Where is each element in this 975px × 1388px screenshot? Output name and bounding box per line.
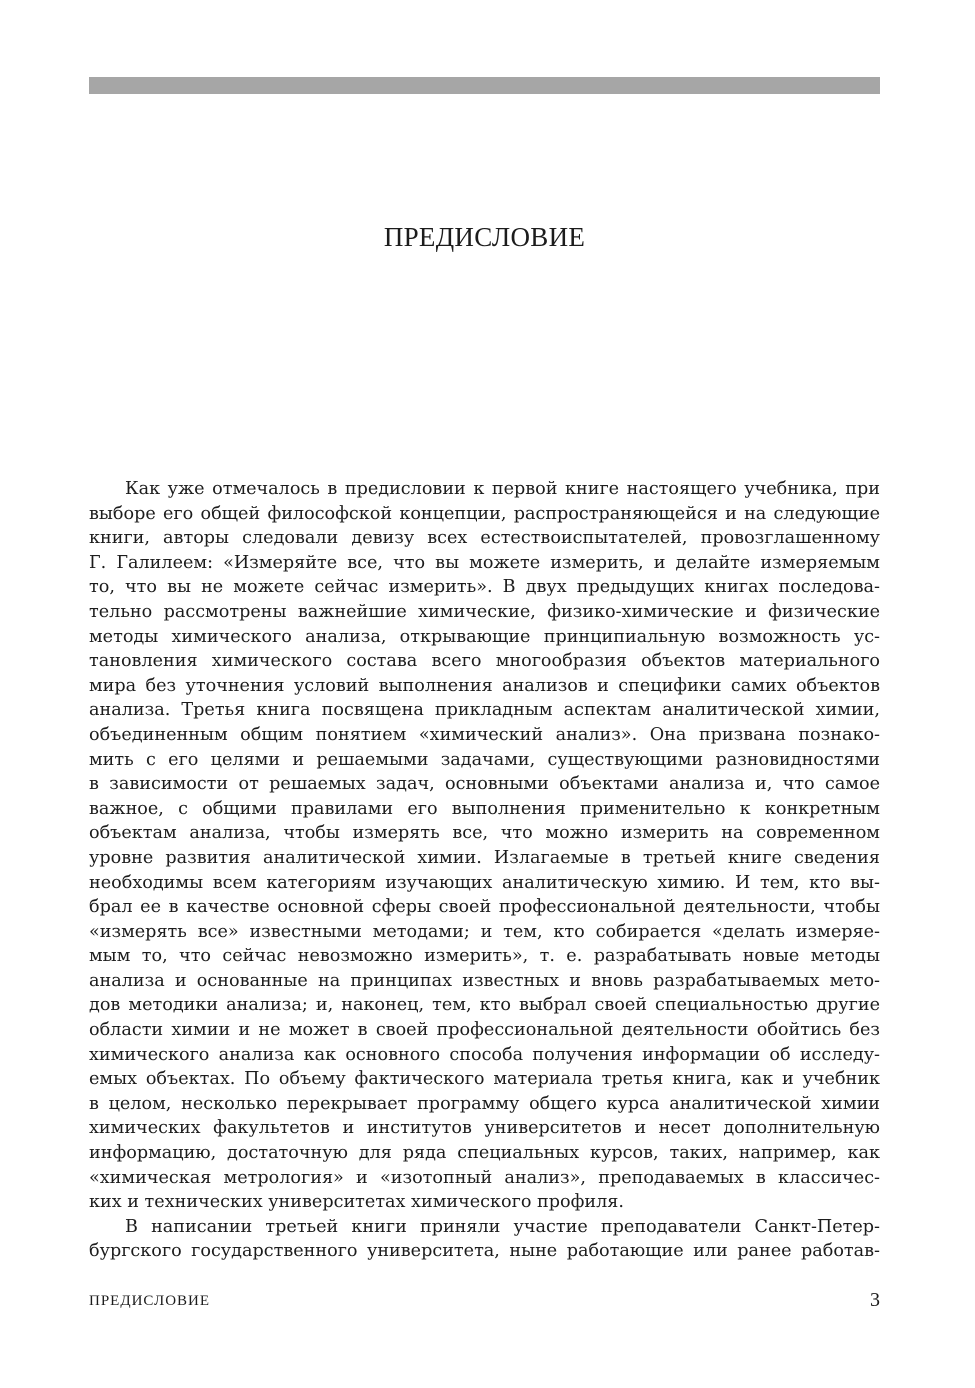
text-line: анализа и основанные на принципах известных и вновь разрабатываемых мето- — [89, 970, 880, 991]
text-line: «измерять все» известными методами; и тем, кто собирается «делать измеряе- — [89, 921, 880, 942]
top-decorative-bar — [89, 77, 880, 94]
text-line: книги, авторы следовали девизу всех естествоиспытателей, провозглашенному — [89, 528, 880, 549]
text-line: анализа. Третья книга посвящена прикладным аспектам аналитической химии, — [89, 700, 880, 721]
text-line: химического анализа как основного способа получения информации об исследу- — [89, 1044, 880, 1065]
text-line: «химическая метрология» и «изотопный анализ», преподаваемых в классичес- — [89, 1167, 880, 1188]
running-footer-title: ПРЕДИСЛОВИЕ — [89, 1293, 211, 1309]
text-line: объектам анализа, чтобы измерять все, что можно измерить на современном — [89, 823, 880, 844]
text-line: Как уже отмечалось в предисловии к первой книге настоящего учебника, при — [125, 479, 880, 499]
text-line: мить с его целями и решаемыми задачами, существующими разновидностями — [89, 749, 880, 770]
text-line: объединенным общим понятием «химический анализ». Она призвана познако- — [89, 724, 880, 745]
text-line: области химии и не может в своей профессиональной деятельности обойтись без — [89, 1020, 880, 1041]
text-line: брал ее в качестве основной сферы своей профессиональной деятельности, чтобы — [89, 897, 880, 918]
text-line: Г. Галилеем: «Измеряйте все, что вы можете измерить, и делайте измеряемым — [89, 552, 880, 573]
text-line: в целом, несколько перекрывает программу общего курса аналитической химии — [89, 1093, 880, 1114]
text-line: методы химического анализа, открывающие принципиальную возможность ус- — [89, 626, 880, 647]
text-line: дов методики анализа; и, наконец, тем, кто выбрал своей специальностью другие — [89, 995, 880, 1016]
text-line: уровне развития аналитической химии. Излагаемые в третьей книге сведения — [89, 847, 880, 868]
text-line: мира без уточнения условий выполнения анализов и специфики самих объектов — [89, 675, 880, 696]
text-line: мым то, что сейчас невозможно измерить», т. е. разрабатывать новые методы — [89, 946, 880, 967]
text-line: важное, с общими правилами его выполнения применительно к конкретным — [89, 798, 880, 819]
text-line: бургского государственного университета, ныне работающие или ранее работав- — [89, 1241, 880, 1262]
text-line: ких и технических университетах химического профиля. — [89, 1192, 624, 1213]
text-line: тановления химического состава всего многообразия объектов материального — [89, 651, 880, 672]
paragraph — [89, 1215, 880, 1264]
text-line: информацию, достаточную для ряда специальных курсов, таких, например, как — [89, 1143, 880, 1164]
page-number: 3 — [870, 1289, 880, 1311]
paragraph — [89, 477, 880, 1215]
text-line: емых объектах. По объему фактического материала третья книга, как и учебник — [89, 1069, 880, 1090]
text-line: химических факультетов и институтов университетов и несет дополнительную — [89, 1118, 880, 1139]
text-line: необходимы всем категориям изучающих аналитическую химию. И тем, кто вы- — [89, 872, 880, 893]
body-text — [89, 477, 880, 1264]
text-line: В написании третьей книги приняли участие преподаватели Санкт-Петер- — [125, 1216, 880, 1237]
text-line: то, что вы не можете сейчас измерить». В двух предыдущих книгах последова- — [89, 577, 880, 598]
chapter-title: ПРЕДИСЛОВИЕ — [383, 222, 586, 252]
text-line: в зависимости от решаемых задач, основными объектами анализа и, что самое — [89, 774, 880, 795]
text-line: тельно рассмотрены важнейшие химические, физико-химические и физические — [89, 601, 880, 622]
text-line: выборе его общей философской концепции, распространяющейся и на следующие — [89, 503, 880, 524]
